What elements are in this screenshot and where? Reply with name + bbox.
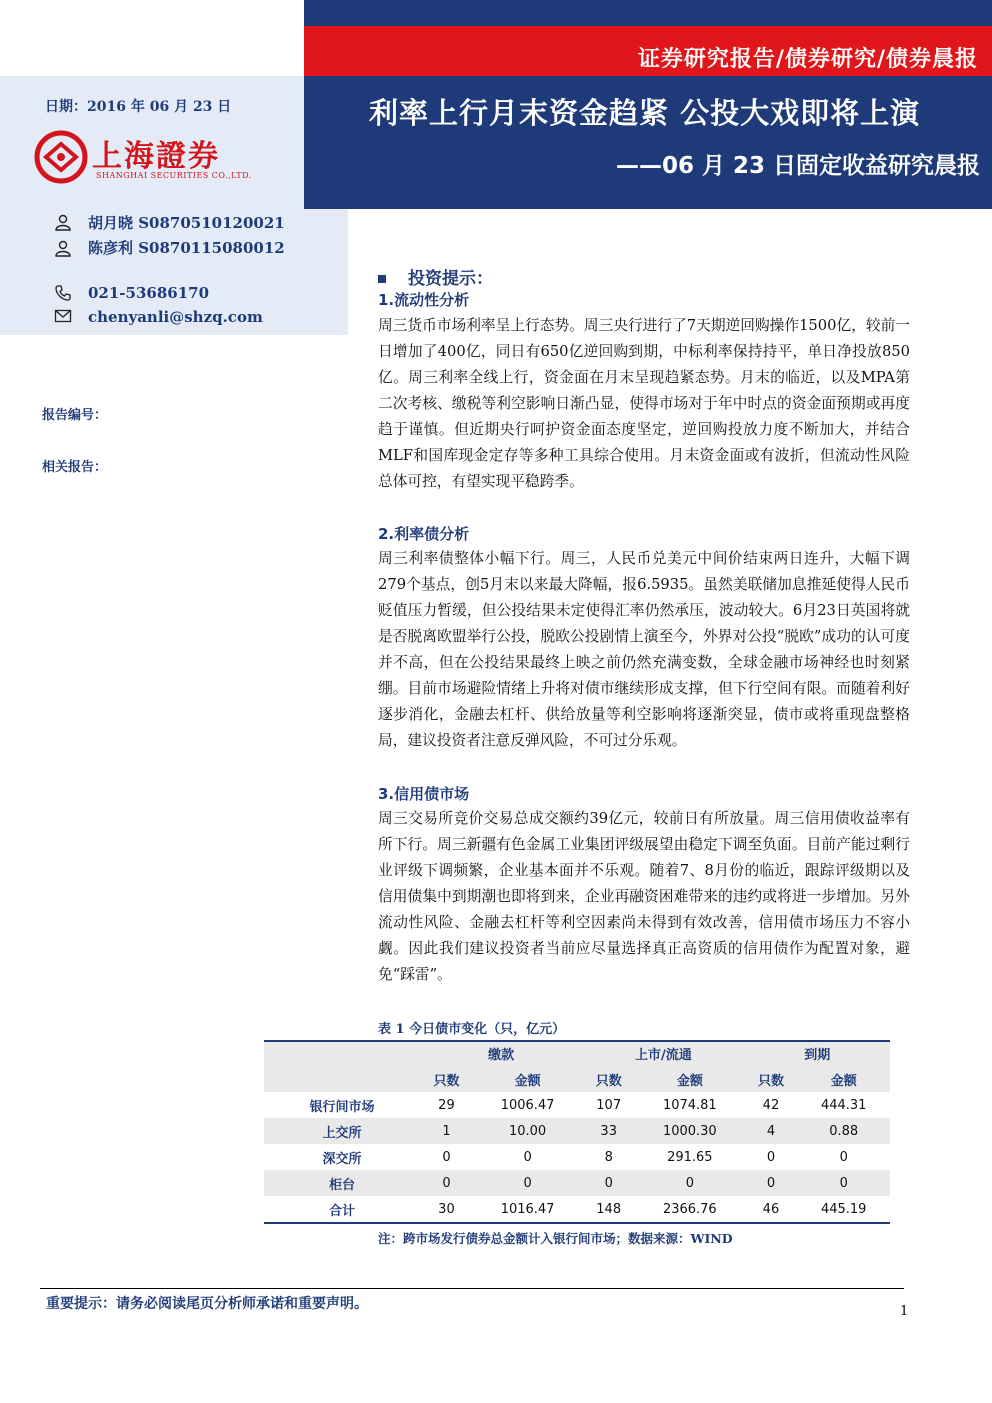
- column-header: 金额: [797, 1066, 890, 1092]
- person-icon: [54, 213, 72, 231]
- group-header: 上市/流通: [582, 1040, 744, 1066]
- important-notice: 重要提示：请务必阅读尾页分析师承诺和重要声明。: [46, 1296, 368, 1312]
- row-label: 柜台: [264, 1170, 420, 1196]
- subsection-credit-title: 3.信用债市场: [378, 785, 470, 803]
- table-cell: 4: [745, 1118, 798, 1144]
- table-cell: 0: [745, 1170, 798, 1196]
- table-cell: 0: [635, 1170, 744, 1196]
- table-row: [264, 1170, 890, 1196]
- table-caption: 表 1 今日债市变化（只，亿元）: [378, 1022, 566, 1037]
- table-row: [264, 1118, 890, 1144]
- table-cell: 33: [582, 1118, 635, 1144]
- report-number-label: 报告编号：: [42, 408, 108, 423]
- logo-text-en: SHANGHAI SECURITIES CO.,LTD.: [96, 171, 252, 180]
- report-category: 证券研究报告/债券研究/债券晨报: [637, 46, 978, 72]
- table-top-rule: [264, 1040, 890, 1042]
- table-cell: 42: [762, 1097, 780, 1113]
- section-heading-text: 投资提示：: [408, 269, 493, 289]
- table-cell: 0.88: [797, 1118, 890, 1144]
- section-heading: [378, 264, 493, 289]
- table-cell: 1000.30: [635, 1118, 744, 1144]
- phone-icon: [54, 284, 72, 302]
- table-cell: 444.31: [820, 1097, 867, 1113]
- table-cell: 0: [797, 1170, 890, 1196]
- table-cell: 148: [596, 1201, 622, 1217]
- subsection-liquidity-title: 1.流动性分析: [378, 291, 470, 309]
- table-row: [264, 1092, 890, 1118]
- table-bottom-rule: [264, 1222, 890, 1224]
- subsection-rates-title: 2.利率债分析: [378, 525, 470, 543]
- table-cell: 46: [762, 1201, 780, 1217]
- bullet-square-icon: [378, 275, 386, 283]
- table-note: 注：跨市场发行债券总金额计入银行间市场；数据来源：WIND: [378, 1231, 733, 1246]
- analyst-1: 胡月晓 S0870510120021: [88, 214, 285, 232]
- column-header: 金额: [473, 1066, 582, 1092]
- email-icon: [54, 307, 72, 325]
- report-title: 利率上行月末资金趋紧 公投大戏即将上演: [369, 96, 921, 130]
- report-subtitle: ——06 月 23 日固定收益研究晨报: [615, 153, 980, 179]
- column-header: 金额: [635, 1066, 744, 1092]
- table-cell: 2366.76: [662, 1201, 717, 1217]
- row-label: 合计: [328, 1203, 355, 1219]
- row-label: 银行间市场: [309, 1099, 375, 1115]
- table-cell: 445.19: [820, 1201, 867, 1217]
- table-cell: 8: [604, 1149, 613, 1165]
- email-link[interactable]: chenyanli@shzq.com: [88, 308, 263, 326]
- column-header: 只数: [582, 1066, 635, 1092]
- row-label: 深交所: [322, 1151, 362, 1167]
- related-reports-label: 相关报告：: [42, 460, 108, 475]
- table-corner-cell: [264, 1066, 420, 1092]
- column-header: 只数: [745, 1066, 798, 1092]
- table-cell: 29: [438, 1097, 455, 1113]
- table-cell: 0: [582, 1170, 635, 1196]
- table-cell: 10.00: [473, 1118, 582, 1144]
- report-date: 日期：2016 年 06 月 23 日: [45, 99, 232, 115]
- table-row: [264, 1196, 890, 1222]
- table-cell: 0: [473, 1170, 582, 1196]
- phone-number: 021-53686170: [88, 284, 210, 302]
- subsection-liquidity-text: 周三货币市场利率呈上行态势。周三央行进行了7天期逆回购操作1500亿，较前一日增加了400亿，同日有650亿逆回购到期，中标利率保持持平，单日净投放850亿。周三利率全线上行，资金面在月末呈现趋紧态势。月末的临近，以及MPA第二次考核、缴税等利空影响日渐凸显，使得市场对于年中时点的资金面预期或再度趋于谨慎。但近期央行呵护资金面态度坚定，逆回购投放力度不断加大，并结合MLF和国库现金定存等多种工具综合使用。月末资金面或有波折，但流动性风险总体可控，有望实现平稳跨季。: [378, 317, 910, 490]
- table-row: [264, 1144, 890, 1170]
- table-cell: 291.65: [667, 1149, 713, 1165]
- group-header: 缴款: [420, 1040, 582, 1066]
- page-number: 1: [900, 1304, 909, 1319]
- subsection-credit-text: 周三交易所竞价交易总成交额约39亿元，较前日有所放量。周三信用债收益率有所下行。周三新疆有色金属工业集团评级展望由稳定下调至负面。目前产能过剩行业评级下调频繁，企业基本面并不乐观。随着7、8月份的临近，跟踪评级期以及信用债集中到期潮也即将到来，企业再融资困难带来的违约或将进一步增加。另外流动性风险、金融去杠杆等利空因素尚未得到有效改善，信用债市场压力不容小觑。因此我们建议投资者当前应尽量选择真正高资质的信用债作为配置对象，避免“踩雷”。: [378, 810, 910, 983]
- table-cell: 0: [766, 1149, 776, 1165]
- table-subheader-row: [264, 1066, 890, 1092]
- table-group-header-row: [264, 1040, 890, 1066]
- table-cell: 0: [523, 1149, 532, 1165]
- person-icon: [54, 239, 72, 257]
- bond-market-table: [264, 1040, 890, 1222]
- table-cell: 1006.47: [500, 1097, 555, 1113]
- table-cell: 1: [420, 1118, 473, 1144]
- table-cell: 0: [420, 1170, 473, 1196]
- table-cell: 0: [839, 1149, 848, 1165]
- table-cell: 1074.81: [662, 1097, 717, 1113]
- analyst-2: 陈彦利 S0870115080012: [88, 239, 285, 257]
- company-logo-icon: [32, 128, 90, 186]
- row-label: 上交所: [264, 1118, 420, 1144]
- column-header: 只数: [420, 1066, 473, 1092]
- header-top-bar: [304, 0, 992, 26]
- table-cell: 1016.47: [500, 1201, 555, 1217]
- table-cell: 107: [596, 1097, 622, 1113]
- table-corner-cell: [264, 1040, 420, 1066]
- table-cell: 0: [442, 1149, 451, 1165]
- logo-text-cn: 上海證券: [92, 139, 220, 174]
- subsection-rates-text: 周三利率债整体小幅下行。周三，人民币兑美元中间价结束两日连升，大幅下调279个基点，创5月末以来最大降幅，报6.5935。虽然美联储加息推延使得人民币贬值压力暂缓，但公投结果未定使得汇率仍然承压，波动较大。6月23日英国将就是否脱离欧盟举行公投，脱欧公投剧情上演至今，外界对公投“脱欧”成功的认可度并不高，但在公投结果最终上映之前仍然充满变数，全球金融市场神经也时刻紧绷。目前市场避险情绪上升将对债市继续形成支撑，但下行空间有限。而随着利好逐步消化，金融去杠杆、供给放量等利空影响将逐渐突显，债市或将重现盘整格局，建议投资者注意反弹风险，不可过分乐观。: [378, 550, 910, 749]
- table-cell: 30: [438, 1201, 455, 1217]
- footer-divider: [40, 1288, 904, 1289]
- group-header: 到期: [745, 1040, 891, 1066]
